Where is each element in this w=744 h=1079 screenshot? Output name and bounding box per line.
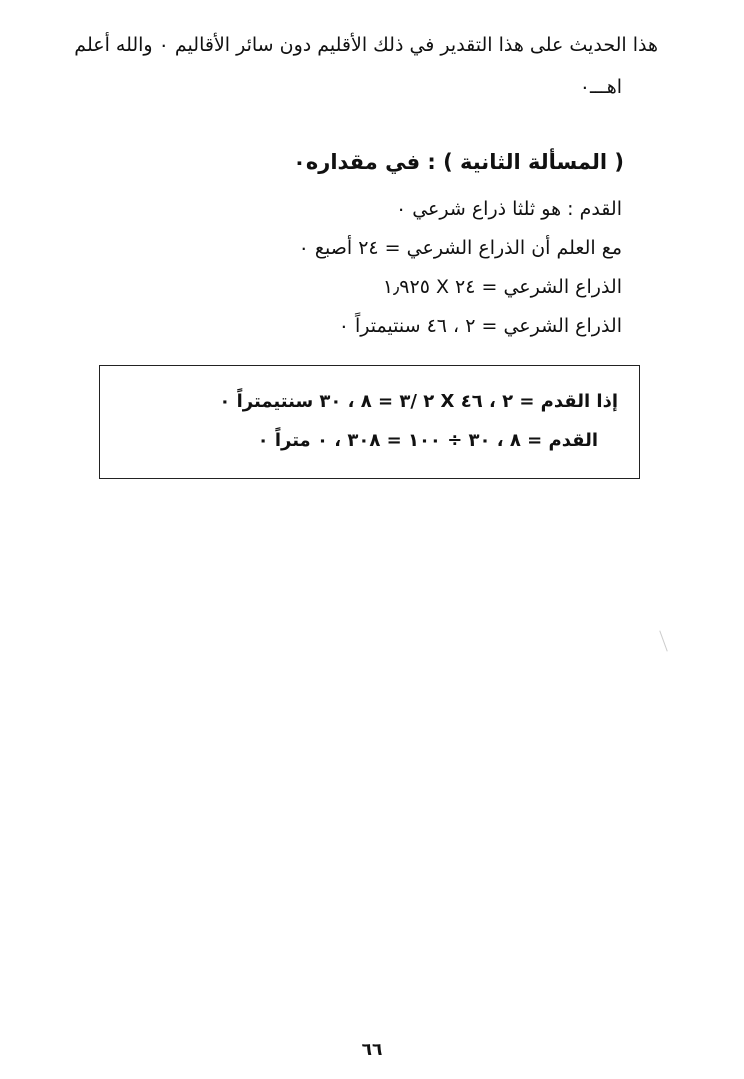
section-line-4: الذراع الشرعي = ٢ ، ٤٦ سنتيمتراً ٠ <box>338 315 622 337</box>
section-heading: ( المسألة الثانية ) : في مقداره٠ <box>293 150 624 174</box>
page-number: ٦٦ <box>361 1040 383 1060</box>
section-line-1: القدم : هو ثلثا ذراع شرعي ٠ <box>395 198 622 220</box>
result-line-2: القدم = ٨ ، ٣٠ ÷ ١٠٠ = ٣٠٨ ، ٠ متراً ٠ <box>257 430 598 451</box>
section-line-2: مع العلم أن الذراع الشرعي = ٢٤ أصبع ٠ <box>298 237 622 259</box>
intro-line-1: هذا الحديث على هذا التقدير في ذلك الأقليم دون سائر الأقاليم ٠ والله أعلم <box>74 34 658 56</box>
section-line-3: الذراع الشرعي = ٢٤ X ١٫٩٢٥ <box>382 276 622 298</box>
scan-speck <box>659 630 667 651</box>
result-box <box>99 365 640 479</box>
result-line-1: إذا القدم = ٢ ، ٤٦ X ٢ /٣ = ٨ ، ٣٠ سنتيمتراً ٠ <box>219 391 618 412</box>
intro-line-2: اهـــ٠ <box>579 76 622 98</box>
